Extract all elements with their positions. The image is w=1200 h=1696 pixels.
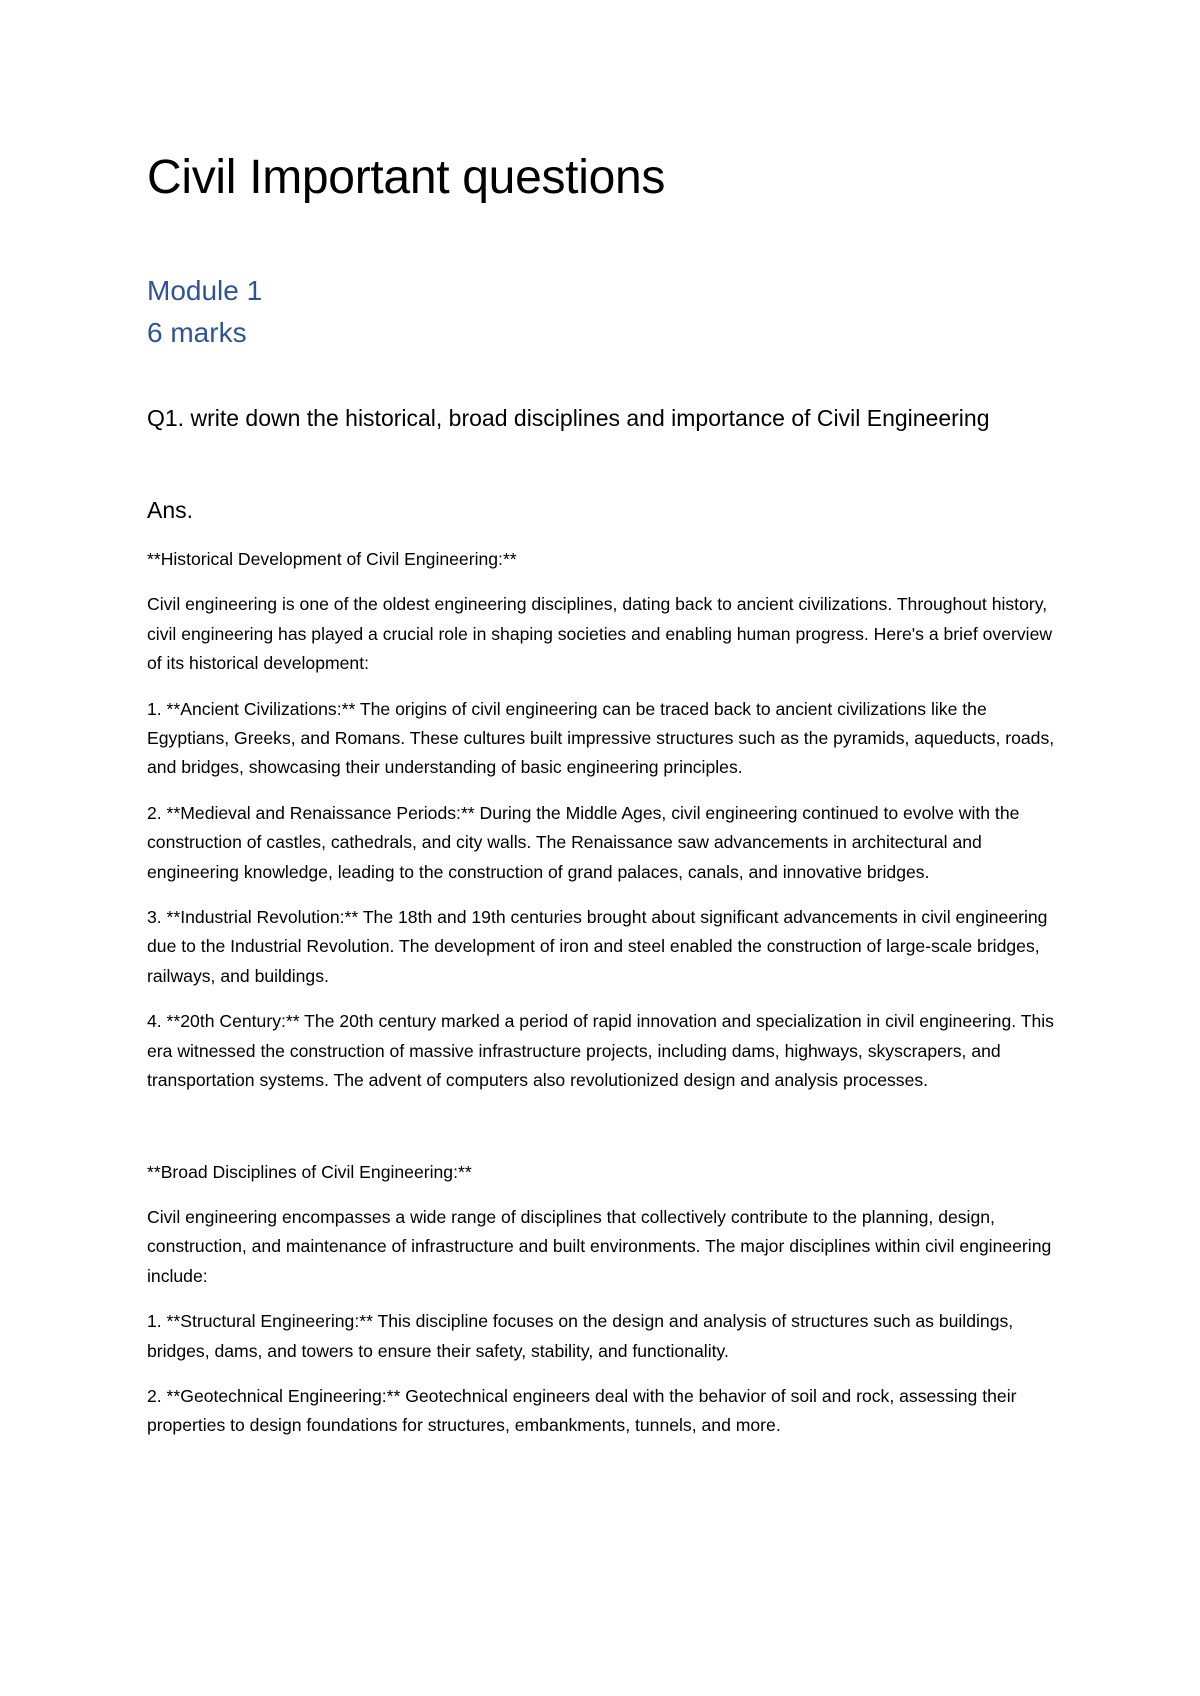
marks-label: 6 marks bbox=[147, 317, 247, 348]
answer-label: Ans. bbox=[147, 497, 194, 523]
section-heading-disciplines: **Broad Disciplines of Civil Engineering:** bbox=[147, 1161, 472, 1182]
paragraph-history-intro: Civil engineering is one of the oldest engineering disciplines, dating back to ancient civilizations. Throughout history, civil engineering has played a crucial role in shaping societies and enabling human progress. Here's a brief overview of its historical development: bbox=[147, 594, 1053, 674]
module-heading bbox=[147, 270, 262, 354]
paragraph-20th-century: 4. **20th Century:** The 20th century marked a period of rapid innovation and specialization in civil engineering. This era witnessed the construction of massive infrastructure projects, including dams, highways, skyscrapers, and transportation systems. The advent of computers also revolutionized design and analysis processes. bbox=[147, 1011, 1054, 1091]
paragraph-geotechnical: 2. **Geotechnical Engineering:** Geotechnical engineers deal with the behavior of soil and rock, assessing their properties to design foundations for structures, embankments, tunnels, and more. bbox=[147, 1385, 1017, 1436]
paragraph-ancient: 1. **Ancient Civilizations:** The origins of civil engineering can be traced back to ancient civilizations like the Egyptians, Greeks, and Romans. These cultures built impressive structures such as the pyramids, aqueducts, roads, and bridges, showcasing their understanding of basic engineering principles. bbox=[147, 698, 1055, 778]
answer-body bbox=[147, 545, 1067, 1457]
document-title: Civil Important questions bbox=[147, 151, 666, 204]
paragraph-structural: 1. **Structural Engineering:** This discipline focuses on the design and analysis of structures such as buildings, bridges, dams, and towers to ensure their safety, stability, and functionality. bbox=[147, 1311, 1014, 1361]
paragraph-medieval: 2. **Medieval and Renaissance Periods:** During the Middle Ages, civil engineering continued to evolve with the construction of castles, cathedrals, and city walls. The Renaissance saw advancements in architectural and engineering knowledge, leading to the construction of grand palaces, canals, and innovative bridges. bbox=[147, 802, 1020, 882]
section-heading-history: **Historical Development of Civil Engineering:** bbox=[147, 549, 517, 569]
question-heading: Q1. write down the historical, broad disciplines and importance of Civil Engineering bbox=[147, 405, 990, 431]
paragraph-disciplines-intro: Civil engineering encompasses a wide range of disciplines that collectively contribute to the planning, design, construction, and maintenance of infrastructure and built environments. The major disciplines within civil engineering include: bbox=[147, 1206, 1052, 1286]
module-label: Module 1 bbox=[147, 275, 263, 306]
paragraph-industrial: 3. **Industrial Revolution:** The 18th and 19th centuries brought about significant advancements in civil engineering due to the Industrial Revolution. The development of iron and steel enabled the construction of large-scale bridges, railways, and buildings. bbox=[147, 907, 1048, 986]
